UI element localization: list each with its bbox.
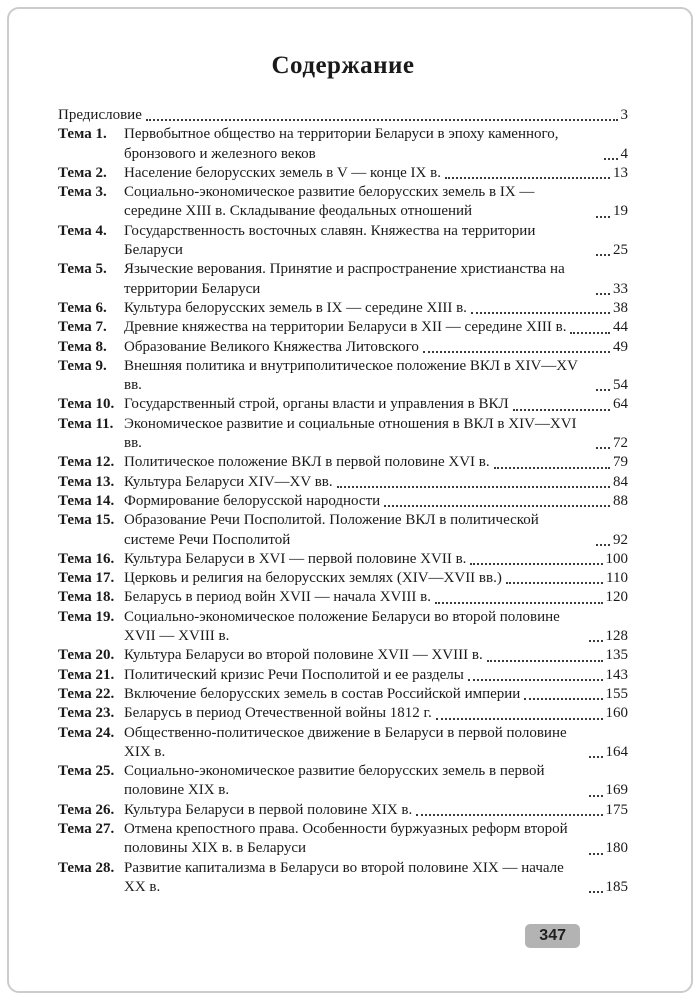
toc-entry-label: Тема 11. [58, 415, 114, 432]
toc-entry-page: 33 [613, 280, 628, 297]
dot-leader [468, 679, 603, 681]
toc-entry [58, 550, 628, 569]
toc-entry-page: 4 [620, 145, 628, 162]
dot-leader [596, 447, 610, 449]
toc-entry-title: Языческие верования. Принятие и распространение христианства на территории Беларуси [124, 261, 565, 297]
dot-leader [445, 177, 610, 179]
toc-entry [58, 395, 628, 414]
toc-entry [58, 222, 628, 261]
toc-entry-label: Тема 4. [58, 222, 107, 239]
dot-leader [596, 254, 610, 256]
dot-leader [596, 216, 610, 218]
toc-entry [58, 762, 628, 801]
toc-entry [58, 415, 628, 454]
toc-entry [58, 492, 628, 511]
toc-entry-page: 110 [606, 570, 628, 587]
toc-entry-label: Тема 14. [58, 492, 115, 509]
toc-entry-title: Древние княжества на территории Беларуси в XII — середине XIII в. [124, 319, 567, 336]
toc-entry-title: Государственный строй, органы власти и управления в ВКЛ [124, 396, 509, 413]
toc-entry [58, 588, 628, 607]
dot-leader [471, 312, 610, 314]
toc-entry-title: Политический кризис Речи Посполитой и ее разделы [124, 666, 464, 683]
toc-entry-title: Население белорусских земель в V — конце IX в. [124, 164, 441, 181]
page-footer [525, 924, 580, 948]
toc-entry-title: Культура белорусских земель в IX — середине XIII в. [124, 299, 467, 316]
dot-leader [436, 718, 603, 720]
dot-leader [589, 795, 603, 797]
toc-entry-label: Тема 1. [58, 126, 107, 143]
toc-entry-label: Тема 17. [58, 570, 115, 587]
toc-entry-label: Тема 12. [58, 454, 115, 471]
dot-leader [506, 582, 603, 584]
toc-entry-page: 185 [605, 878, 628, 895]
toc-entry-title: Социально-экономическое развитие белорусских земель в первой половине XIX в. [124, 763, 545, 799]
toc-entry [58, 338, 628, 357]
dot-leader [416, 814, 602, 816]
dot-leader [589, 756, 603, 758]
toc-entry-page: 84 [613, 473, 628, 490]
toc-entry-page: 175 [605, 801, 628, 818]
toc-entry [58, 646, 628, 665]
toc-entry-label: Тема 20. [58, 647, 115, 664]
toc-entry-page: 135 [605, 647, 628, 664]
toc-entry [58, 704, 628, 723]
toc-entry-page: 79 [613, 454, 628, 471]
toc-entry-label: Тема 21. [58, 666, 115, 683]
toc-entry-title: Внешняя политика и внутриполитическое положение ВКЛ в XIV—XV вв. [124, 357, 578, 394]
dot-leader [589, 640, 603, 642]
toc-entry-page: 169 [605, 782, 628, 799]
dot-leader [524, 698, 602, 700]
dot-leader [596, 293, 610, 295]
toc-entry-label: Тема 9. [58, 357, 107, 374]
toc-entry-title: Образование Речи Посполитой. Положение ВКЛ в политической системе Речи Посполитой [124, 512, 539, 548]
toc-entry-title: Формирование белорусской народности [124, 492, 381, 509]
toc-entry-page: 88 [613, 492, 628, 509]
toc-entry-page: 3 [620, 107, 628, 123]
toc-entry [58, 801, 628, 820]
dot-leader [384, 505, 610, 507]
toc-entry-label: Тема 10. [58, 396, 115, 413]
toc-entry-page: 164 [605, 743, 628, 760]
dot-leader [494, 467, 610, 469]
toc-entry [58, 125, 628, 164]
toc-entry-label: Тема 8. [58, 338, 107, 355]
toc-entry [58, 106, 628, 125]
toc-entry-title: Образование Великого Княжества Литовского [124, 338, 419, 355]
toc-entry-title: Культура Беларуси XIV—XV вв. [124, 473, 333, 490]
toc-entry-label: Тема 5. [58, 261, 107, 278]
toc-entry-page: 155 [605, 685, 628, 702]
dot-leader [570, 332, 610, 334]
toc-entry-label: Тема 16. [58, 550, 115, 567]
toc-entry-page: 100 [605, 550, 628, 567]
toc-entry-label: Тема 19. [58, 608, 115, 625]
toc-entry [58, 318, 628, 337]
toc-entry-label: Тема 15. [58, 512, 115, 529]
toc-entry-title: Политическое положение ВКЛ в первой половине XVI в. [124, 454, 490, 471]
toc-entry-label: Тема 22. [58, 685, 115, 702]
toc-entry-title: Культура Беларуси в первой половине XIX в. [124, 801, 413, 818]
dot-leader [596, 389, 610, 391]
toc-entry [58, 183, 628, 222]
dot-leader [589, 853, 603, 855]
dot-leader [513, 409, 610, 411]
toc-entry-page: 54 [613, 377, 628, 394]
toc-entry-title: Беларусь в период войн XVII — начала XVIII в. [124, 589, 431, 606]
toc-entry-label: Тема 3. [58, 184, 107, 201]
dot-leader [435, 602, 603, 604]
toc-entry-page: 92 [613, 531, 628, 548]
toc-entry-page: 64 [613, 396, 628, 413]
toc-entry [58, 299, 628, 318]
toc-entry-label: Тема 18. [58, 589, 115, 606]
toc-entry [58, 859, 628, 898]
toc-entry-page: 44 [613, 319, 628, 336]
toc-entry-title: Беларусь в период Отечественной войны 1812 г. [124, 705, 432, 722]
toc-entry-label: Тема 28. [58, 859, 115, 876]
toc-entry-label: Тема 6. [58, 299, 107, 316]
toc-entry-title: Церковь и религия на белорусских землях (XIV—XVII вв.) [124, 570, 502, 587]
toc-entry-title: Отмена крепостного права. Особенности буржуазных реформ второй половины XIX в. в Беларуси [124, 820, 568, 857]
toc-entry-label: Тема 23. [58, 705, 115, 722]
toc-entry [58, 357, 628, 396]
toc-entry [58, 164, 628, 183]
toc-entry-label: Тема 24. [58, 724, 115, 741]
toc-entry [58, 820, 628, 859]
dot-leader [337, 486, 610, 488]
toc-entry-label: Тема 27. [58, 820, 115, 837]
toc-entry-title: Экономическое развитие и социальные отношения в ВКЛ в XIV—XVI вв. [124, 415, 577, 452]
toc-entry-page: 19 [613, 203, 628, 220]
toc-entry-page: 128 [605, 628, 628, 645]
toc-entry-label: Тема 2. [58, 164, 107, 181]
toc-entry [58, 260, 628, 299]
toc-entry-page: 25 [613, 242, 628, 259]
toc-entry-page: 160 [605, 705, 628, 722]
dot-leader [596, 544, 610, 546]
toc-entry-title: Культура Беларуси в XVI — первой половине XVII в. [124, 550, 467, 567]
toc-entry [58, 569, 628, 588]
page-number-badge: 347 [525, 924, 580, 948]
toc-entry-label: Тема 7. [58, 319, 107, 336]
dot-leader [423, 351, 610, 353]
toc-entry-title: Государственность восточных славян. Княжества на территории Беларуси [124, 222, 536, 259]
toc-entry-label: Тема 13. [58, 473, 115, 490]
toc-entry [58, 473, 628, 492]
toc-entry [58, 685, 628, 704]
toc-entry [58, 511, 628, 550]
toc-entry-title: Социально-экономическое положение Беларуси во второй половине XVII — XVIII в. [124, 608, 560, 645]
toc-entry-page: 143 [605, 666, 628, 683]
toc-entry-title: Первобытное общество на территории Беларуси в эпоху каменного, бронзового и железного веков [124, 126, 559, 162]
dot-leader [604, 158, 618, 160]
page-title: Содержание [271, 52, 415, 79]
toc-entry-title: Развитие капитализма в Беларуси во второй половине XIX — начале XX в. [124, 859, 564, 895]
toc-list [58, 106, 628, 897]
dot-leader [589, 891, 603, 893]
toc-entry-page: 49 [613, 338, 628, 355]
toc-entry-page: 38 [613, 299, 628, 316]
toc-entry-label: Тема 26. [58, 801, 115, 818]
toc-entry-page: 72 [613, 435, 628, 452]
toc-entry-page: 180 [605, 840, 628, 857]
dot-leader [487, 660, 603, 662]
toc-entry-title: Включение белорусских земель в состав Российской империи [124, 685, 521, 702]
toc-entry-label: Тема 25. [58, 763, 115, 780]
toc-entry-page: 13 [613, 164, 628, 181]
toc-entry-title: Предисловие [58, 107, 142, 123]
toc-entry [58, 724, 628, 763]
toc-entry [58, 666, 628, 685]
toc-entry [58, 453, 628, 472]
dot-leader [470, 563, 602, 565]
toc-entry-page: 120 [605, 589, 628, 606]
toc-entry-title: Социально-экономическое развитие белорусских земель в IX — середине XIII в. Складывание феодальных отношений [124, 184, 535, 220]
toc-entry-title: Культура Беларуси во второй половине XVII — XVIII в. [124, 647, 483, 664]
dot-leader [146, 119, 618, 121]
toc-entry-title: Общественно-политическое движение в Беларуси в первой половине XIX в. [124, 724, 567, 760]
toc-entry [58, 608, 628, 647]
